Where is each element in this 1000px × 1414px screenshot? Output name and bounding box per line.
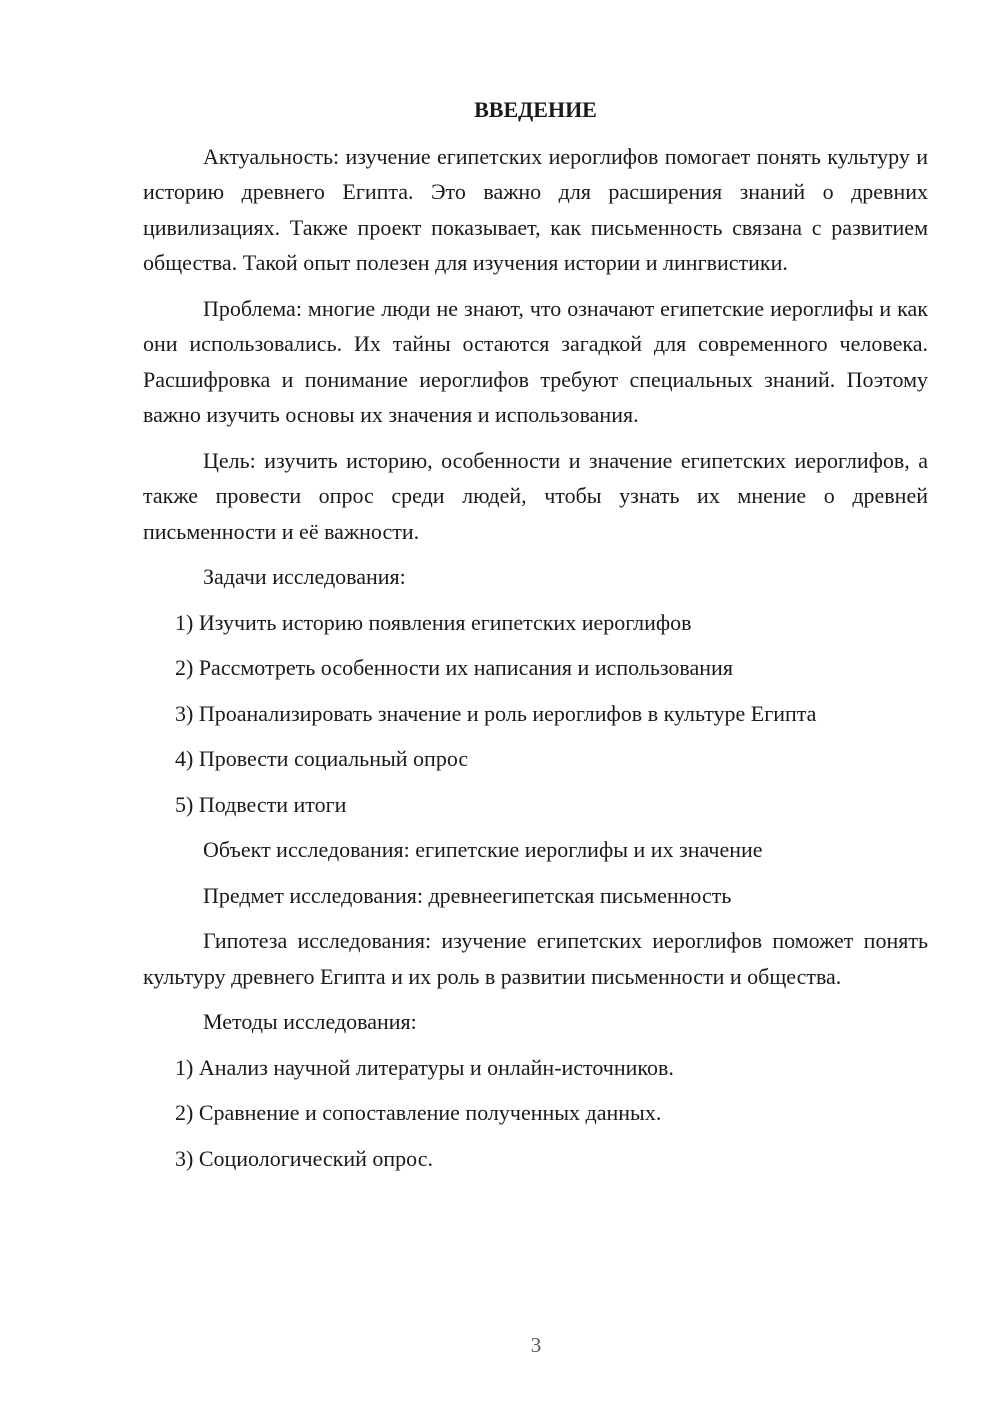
goal-paragraph: Цель: изучить историю, особенности и значение египетских иероглифов, а также провести опрос среди людей, чтобы узнать их мнение о древней письменности и её важности. <box>143 447 928 544</box>
methods-title: Методы исследования: <box>203 1009 417 1034</box>
task-item: 3) Проанализировать значение и роль иероглифов в культуре Египта <box>175 700 817 726</box>
problem-paragraph: Проблема: многие люди не знают, что означают египетские иероглифы и как они использовались. Их тайны остаются загадкой для современного человека. Расшифровка и понимание иероглифов требуют специальных знаний. Поэтому важно изучить основы их значения и использования. <box>143 295 928 427</box>
subject-line: Предмет исследования: древнеегипетская письменность <box>203 882 732 908</box>
hypothesis-paragraph: Гипотеза исследования: изучение египетских иероглифов поможет понять культуру древнего Египта и их роль в развитии письменности и общества. <box>143 928 928 989</box>
task-item: 2) Рассмотреть особенности их написания и использования <box>175 655 733 680</box>
page-content <box>143 92 928 1186</box>
method-item: 1) Анализ научной литературы и онлайн-источников. <box>175 1054 674 1080</box>
method-item: 3) Социологический опрос. <box>175 1145 433 1171</box>
section-heading: ВВЕДЕНИЕ <box>474 97 597 122</box>
tasks-title: Задачи исследования: <box>203 564 406 589</box>
task-item: 1) Изучить историю появления египетских иероглифов <box>175 609 692 635</box>
page-number: 3 <box>530 1333 542 1357</box>
object-line: Объект исследования: египетские иероглифы и их значение <box>203 837 763 862</box>
method-item: 2) Сравнение и сопоставление полученных данных. <box>175 1100 662 1125</box>
task-item: 5) Подвести итоги <box>175 791 347 817</box>
task-item: 4) Провести социальный опрос <box>175 746 469 771</box>
relevance-paragraph: Актуальность: изучение египетских иероглифов помогает понять культуру и историю древнего Египта. Это важно для расширения знаний о древних цивилизациях. Также проект показывает, как письменность связана с развитием общества. Такой опыт полезен для изучения истории и лингвистики. <box>143 143 928 275</box>
